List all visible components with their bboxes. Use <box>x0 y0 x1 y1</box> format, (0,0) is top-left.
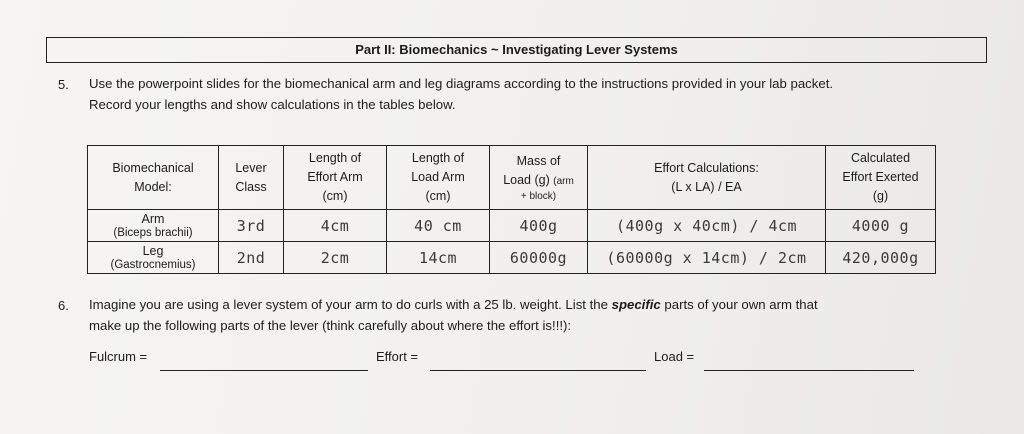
question-5-line-2: Record your lengths and show calculations in the tables below. <box>89 97 456 112</box>
table-header-row <box>88 146 936 210</box>
fulcrum-answer-field[interactable] <box>160 370 368 371</box>
header-biomechanical-model: Biomechanical Model: <box>88 146 219 210</box>
effort-answer-field[interactable] <box>430 370 646 371</box>
effort-label: Effort = <box>376 349 419 364</box>
cell-load-arm: 40 cm <box>387 210 490 242</box>
section-title: Part II: Biomechanics ~ Investigating Lever Systems <box>355 42 678 57</box>
header-effort-arm-length: Length of Effort Arm (cm) <box>284 146 387 210</box>
cell-calculation: (60000g x 14cm) / 2cm <box>588 242 826 274</box>
lever-data-table <box>87 145 936 274</box>
table-row-arm <box>88 210 936 242</box>
cell-lever-class: 3rd <box>219 210 284 242</box>
cell-effort-exerted: 4000 g <box>826 210 936 242</box>
cell-calculation: (400g x 40cm) / 4cm <box>588 210 826 242</box>
header-lever-class: Lever Class <box>219 146 284 210</box>
cell-mass: 400g <box>490 210 588 242</box>
question-6-line-1: Imagine you are using a lever system of your arm to do curls with a 25 lb. weight. List the specific parts of your own arm that <box>89 297 818 312</box>
cell-model: Leg (Gastrocnemius) <box>88 242 219 274</box>
fulcrum-label: Fulcrum = <box>89 349 148 364</box>
cell-model: Arm (Biceps brachii) <box>88 210 219 242</box>
cell-effort-exerted: 420,000g <box>826 242 936 274</box>
cell-lever-class: 2nd <box>219 242 284 274</box>
question-6-text <box>89 294 818 336</box>
question-6-line-2: make up the following parts of the lever (think carefully about where the effort is!!!): <box>89 318 572 333</box>
load-answer-field[interactable] <box>704 370 914 371</box>
cell-load-arm: 14cm <box>387 242 490 274</box>
header-effort-calculations: Effort Calculations: (L x LA) / EA <box>588 146 826 210</box>
cell-mass: 60000g <box>490 242 588 274</box>
question-5-number: 5. <box>58 77 69 92</box>
cell-effort-arm: 2cm <box>284 242 387 274</box>
load-label: Load = <box>654 349 695 364</box>
table-row-leg <box>88 242 936 274</box>
header-mass-of-load: Mass of Load (g) (arm + block) <box>490 146 588 210</box>
cell-effort-arm: 4cm <box>284 210 387 242</box>
header-load-arm-length: Length of Load Arm (cm) <box>387 146 490 210</box>
question-6-number: 6. <box>58 298 69 313</box>
header-calculated-effort: Calculated Effort Exerted (g) <box>826 146 936 210</box>
question-5-line-1: Use the powerpoint slides for the biomechanical arm and leg diagrams according to the instructions provided in your lab packet. <box>89 76 834 91</box>
question-5-text <box>89 73 833 115</box>
section-title-box <box>46 37 987 63</box>
